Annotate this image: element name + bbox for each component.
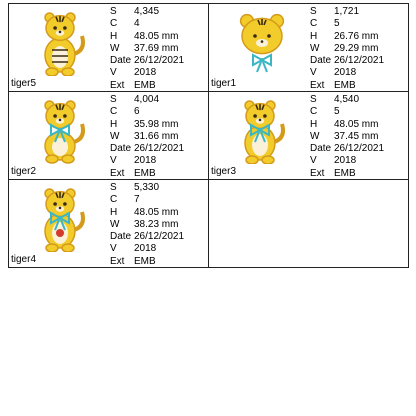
meta-label: Date: [110, 55, 132, 67]
meta-label: V: [310, 155, 317, 167]
meta-row-s: [310, 94, 406, 106]
meta-label: W: [110, 218, 120, 230]
meta-label: Date: [310, 55, 332, 67]
meta-label: H: [110, 30, 118, 42]
design-metadata: [110, 6, 206, 92]
meta-row-h: [310, 31, 406, 43]
meta-value: 5,330: [134, 182, 160, 193]
meta-label: Ext: [110, 255, 125, 267]
design-name: tiger5: [11, 78, 37, 89]
meta-label: C: [310, 18, 318, 30]
meta-label: C: [110, 194, 118, 206]
meta-label: V: [110, 155, 117, 167]
meta-row-v: [110, 155, 206, 167]
meta-value: 48.05 mm: [134, 206, 179, 218]
meta-label: W: [310, 42, 320, 54]
meta-row-v: [310, 67, 406, 79]
meta-label: Date: [110, 143, 132, 155]
meta-row-h: [110, 207, 206, 219]
meta-value: 35.98 mm: [134, 118, 179, 130]
meta-label: V: [110, 67, 117, 79]
meta-row-w: [310, 43, 406, 55]
meta-label: V: [310, 67, 317, 79]
meta-label: S: [110, 6, 117, 17]
meta-value: 29.29 mm: [334, 42, 379, 54]
meta-label: C: [110, 18, 118, 30]
meta-value: 6: [134, 106, 140, 118]
meta-row-s: [310, 6, 406, 18]
meta-value: 5: [334, 18, 340, 30]
meta-row-v: [110, 67, 206, 79]
meta-label: H: [110, 118, 118, 130]
meta-value: EMB: [334, 167, 356, 179]
meta-label: S: [310, 6, 317, 17]
meta-label: Date: [310, 143, 332, 155]
meta-row-h: [310, 119, 406, 131]
meta-value: 5: [334, 106, 340, 118]
meta-label: Date: [110, 231, 132, 243]
meta-value: 26/12/2021: [334, 55, 385, 67]
meta-row-v: [110, 243, 206, 255]
design-name: tiger3: [211, 166, 237, 177]
meta-row-ext: [110, 168, 206, 180]
meta-value: 48.05 mm: [134, 30, 179, 42]
meta-row-c: [110, 194, 206, 206]
meta-value: 2018: [134, 243, 157, 255]
tiger-embroidery-thumbnail: [23, 184, 101, 252]
meta-label: Ext: [310, 167, 325, 179]
meta-value: 38.23 mm: [134, 218, 179, 230]
meta-row-ext: [310, 80, 406, 92]
meta-value: EMB: [134, 167, 156, 179]
meta-row-s: [110, 6, 206, 18]
meta-value: 2018: [334, 67, 357, 79]
meta-value: 4,004: [134, 94, 160, 105]
meta-value: 31.66 mm: [134, 130, 179, 142]
meta-label: S: [110, 94, 117, 105]
meta-value: 26.76 mm: [334, 30, 379, 42]
meta-value: 2018: [334, 155, 357, 167]
meta-value: 4,540: [334, 94, 360, 105]
meta-row-c: [110, 18, 206, 30]
tiger-embroidery-thumbnail: [23, 96, 101, 164]
meta-row-date: [310, 143, 406, 155]
meta-row-date: [110, 143, 206, 155]
meta-row-ext: [110, 80, 206, 92]
meta-row-h: [110, 31, 206, 43]
meta-value: EMB: [334, 79, 356, 91]
meta-value: 26/12/2021: [134, 143, 185, 155]
meta-row-w: [110, 219, 206, 231]
meta-value: 1,721: [334, 6, 360, 17]
meta-value: 26/12/2021: [134, 55, 185, 67]
design-cell: [9, 180, 209, 267]
meta-row-w: [110, 43, 206, 55]
meta-label: Ext: [310, 79, 325, 91]
meta-row-h: [110, 119, 206, 131]
meta-value: 26/12/2021: [334, 143, 385, 155]
meta-value: 37.45 mm: [334, 130, 379, 142]
meta-row-w: [310, 131, 406, 143]
meta-value: EMB: [134, 79, 156, 91]
design-cell: [9, 92, 209, 179]
meta-value: 4: [134, 18, 140, 30]
meta-value: 2018: [134, 155, 157, 167]
design-metadata: [310, 94, 406, 180]
meta-label: W: [110, 130, 120, 142]
meta-label: H: [310, 118, 318, 130]
meta-value: 48.05 mm: [334, 118, 379, 130]
meta-row-c: [310, 18, 406, 30]
meta-row-date: [310, 55, 406, 67]
meta-value: 26/12/2021: [134, 231, 185, 243]
tiger-embroidery-thumbnail: [23, 8, 101, 76]
meta-row-date: [110, 55, 206, 67]
meta-value: 7: [134, 194, 140, 206]
meta-label: S: [310, 94, 317, 105]
empty-cell: [209, 180, 409, 267]
tiger-embroidery-thumbnail: [223, 96, 301, 164]
meta-value: 4,345: [134, 6, 160, 17]
meta-value: 37.69 mm: [134, 42, 179, 54]
meta-row-c: [310, 106, 406, 118]
meta-value: EMB: [134, 255, 156, 267]
meta-label: S: [110, 182, 117, 193]
design-name: tiger1: [211, 78, 237, 89]
meta-label: Ext: [110, 79, 125, 91]
design-name: tiger4: [11, 254, 37, 265]
design-cell: [209, 4, 409, 91]
meta-label: C: [110, 106, 118, 118]
meta-label: H: [310, 30, 318, 42]
meta-row-date: [110, 231, 206, 243]
meta-label: W: [310, 130, 320, 142]
design-cell: [209, 92, 409, 179]
meta-label: C: [310, 106, 318, 118]
meta-label: H: [110, 206, 118, 218]
meta-label: W: [110, 42, 120, 54]
meta-row-c: [110, 106, 206, 118]
design-metadata: [310, 6, 406, 92]
meta-row-s: [110, 182, 206, 194]
meta-row-v: [310, 155, 406, 167]
meta-row-ext: [310, 168, 406, 180]
design-cell: [9, 4, 209, 91]
design-name: tiger2: [11, 166, 37, 177]
meta-value: 2018: [134, 67, 157, 79]
meta-row-s: [110, 94, 206, 106]
meta-row-w: [110, 131, 206, 143]
design-sheet-table: [8, 3, 409, 268]
meta-label: V: [110, 243, 117, 255]
meta-row-ext: [110, 256, 206, 268]
meta-label: Ext: [110, 167, 125, 179]
design-metadata: [110, 94, 206, 180]
tiger-embroidery-thumbnail: [223, 8, 301, 76]
design-metadata: [110, 182, 206, 268]
